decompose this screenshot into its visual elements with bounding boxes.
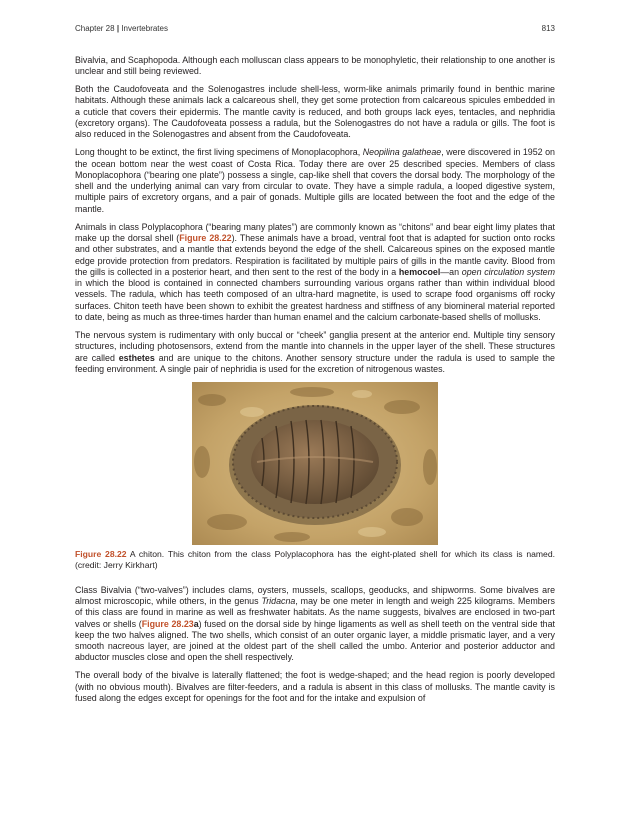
paragraph-4-text-c: —an bbox=[440, 266, 462, 277]
paragraph-4-text-b: ). These animals have a broad, ventral foot that is adapted for suction onto rocks and other substrates, and a mantle that extends beyond the edge of the shell. Calcareous spines on the exposed mantle edge provide protection from predators. Respiration is facilitated by multiple pairs of gills in the mantle cavity. Blood from the gills is collected in a posterior heart, and then sent to the rest of the body in a bbox=[75, 232, 555, 277]
figure-label: Figure 28.22 bbox=[75, 548, 127, 559]
chiton-photo bbox=[192, 382, 438, 545]
chapter-heading bbox=[75, 23, 168, 35]
page-number: 813 bbox=[541, 24, 555, 33]
chiton-shell bbox=[251, 420, 379, 504]
figure-28-23-link[interactable]: Figure 28.23 bbox=[141, 618, 194, 629]
paragraph-2: Both the Caudofoveata and the Solenogastres include shell-less, worm-like animals primarily found in benthic marine habitats. Although these animals lack a calcareous shell, they get some protection from calcareous spicules embedded in a cuticle that covers their epidermis. The mantle cavity is reduced, and both groups lack eyes, tentacles, and nephridia (excretory organs). The Caudofoveata possess a radula, but the Solenogastres do not have a radula or gills. The foot is also reduced in the Solenogastres and absent from the Caudofoveata. bbox=[75, 84, 555, 140]
term-esthetes: esthetes bbox=[118, 352, 155, 363]
caption-text: A chiton. This chiton from the class Polyplacophora has the eight-plated shell for which its class is named. (credit: Jerry Kirkhart) bbox=[75, 548, 555, 570]
header-separator: | bbox=[114, 24, 122, 33]
paragraph-3 bbox=[75, 147, 555, 215]
paragraph-4-text-a: Animals in class Polyplacophora (“bearing many plates”) are commonly known as “chitons” and bear eight limy plates that make up the dorsal shell ( bbox=[75, 221, 555, 243]
paragraph-4-text-d: in which the blood is contained in connected chambers surrounding various organs rather than within individual blood vessels. The radula, which has teeth composed of an ultra-hard magnetite, is used to scrape food organisms off rocky surfaces. Chiton teeth have been shown to exhibit the greatest hardness and stiffness of any biomineral material reported to date, being as much as three-times harder than human enamel and the calcium carbonate-based shells of mollusks. bbox=[75, 278, 555, 323]
figure-caption bbox=[75, 549, 555, 571]
paragraph-4 bbox=[75, 222, 555, 324]
paragraph-5-text-b: and are unique to the chitons. Another sensory structure under the radula is used to sample the feeding environment. A single pair of nephridia is used for the excretion of nitrogenous wastes. bbox=[75, 352, 555, 374]
paragraph-5-text-a: The nervous system is rudimentary with only buccal or “cheek” ganglia present at the anterior end. Multiple tiny sensory structures, including photosensors, extend from the mantle into channels in the upper layer of the shell. These structures are called bbox=[75, 329, 555, 363]
figure-28-23-sublabel: a bbox=[193, 618, 199, 629]
figure-28-22-link[interactable]: Figure 28.22 bbox=[179, 232, 232, 243]
paragraph-7: The overall body of the bivalve is laterally flattened; the foot is wedge-shaped; and the head region is poorly developed (with no obvious mouth). Bivalves are filter-feeders, and a radula is absent in this class of mollusks. The mantle cavity is fused along the edges except for openings for the foot and for the intake and expulsion of bbox=[75, 670, 555, 703]
chiton-figure bbox=[75, 382, 555, 545]
species-name: Neopilina galatheae bbox=[362, 147, 442, 158]
running-header bbox=[75, 23, 555, 35]
chapter-title: Invertebrates bbox=[121, 24, 168, 33]
paragraph-6-text-b: , may be one meter in length and weigh 225 kilograms. Members of this class are found in marine as well as freshwater habitats. As the name suggests, bivalves are enclosed in two-part valves or shells ( bbox=[75, 595, 555, 629]
paragraph-6-text-a: Class Bivalvia (“two-valves”) includes clams, oysters, mussels, scallops, geoducks, and shipworms. Some bivalves are almost microscopic, while others, in the genus bbox=[75, 584, 555, 606]
paragraph-6-text-c: ) fused on the dorsal side by hinge ligaments as well as shell teeth on the ventral side that keep the two halves aligned. The two shells, which consist of an outer organic layer, a middle prismatic layer, and a very smooth nacreous layer, are joined at the oldest part of the shell called the umbo. Anterior and posterior adductor and abductor muscles close and open the shell respectively. bbox=[75, 618, 556, 663]
page-content bbox=[75, 55, 555, 711]
chapter-number: Chapter 28 bbox=[75, 24, 115, 33]
paragraph-3-text-a: Long thought to be extinct, the first living specimens of Monoplacophora, bbox=[75, 147, 363, 158]
paragraph-6 bbox=[75, 585, 555, 664]
term-hemocoel: hemocoel bbox=[398, 266, 441, 277]
term-open-circulation: open circulation system bbox=[461, 266, 555, 277]
genus-tridacna: Tridacna bbox=[261, 595, 296, 606]
paragraph-1: Bivalvia, and Scaphopoda. Although each molluscan class appears to be monophyletic, their relationship to one another is unclear and still being reviewed. bbox=[75, 55, 555, 77]
paragraph-5 bbox=[75, 330, 555, 375]
paragraph-3-text-b: , were discovered in 1952 on the ocean bottom near the west coast of Costa Rica. Today there are over 25 described species. Members of class Monoplacophora (“bearing one plate”) possess a single, cap-like shell that covers the dorsal body. The morphology of the shell and the underlying animal can vary from circular to ovate. They have a simple radula, a looped digestive system, multiple pairs of excretory organs, and a pair of gonads. Multiple gills are located between the foot and the edge of the mantle. bbox=[75, 147, 555, 214]
